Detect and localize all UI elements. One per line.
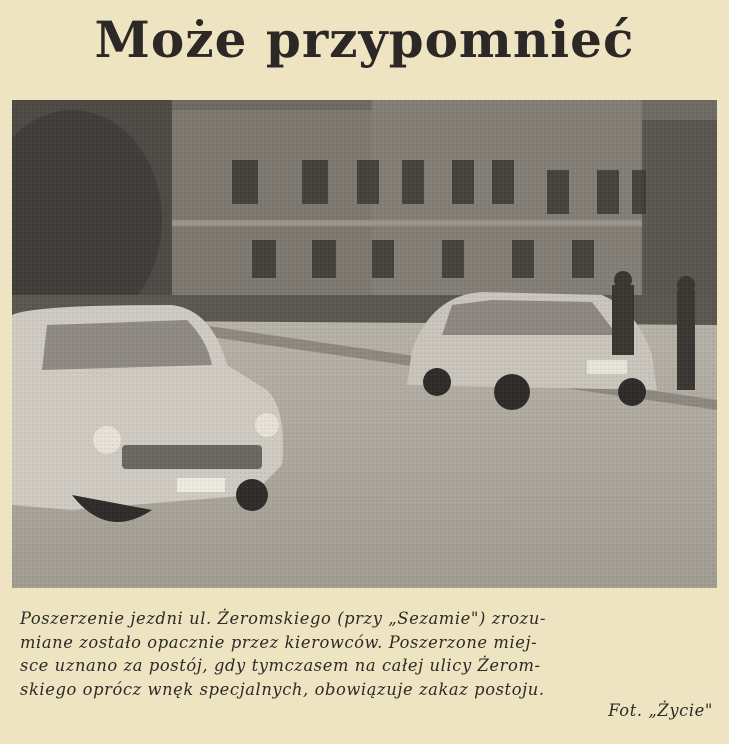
caption-line: skiego oprócz wnęk specjalnych, obowiązuje zakaz postoju. — [20, 679, 545, 699]
photo-credit: Fot. „Życie" — [608, 701, 713, 720]
photo-caption — [20, 607, 715, 701]
caption-line: miane zostało opacznie przez kierowców. Poszerzone miej- — [20, 632, 538, 652]
caption-line: sce uznano za postój, gdy tymczasem na całej ulicy Żerom- — [20, 656, 541, 675]
caption-line: Poszerzenie jezdni ul. Żeromskiego (przy „Sezamie") zrozu- — [20, 609, 547, 628]
headline: Może przypomnieć — [94, 10, 635, 69]
news-photo — [12, 100, 717, 588]
